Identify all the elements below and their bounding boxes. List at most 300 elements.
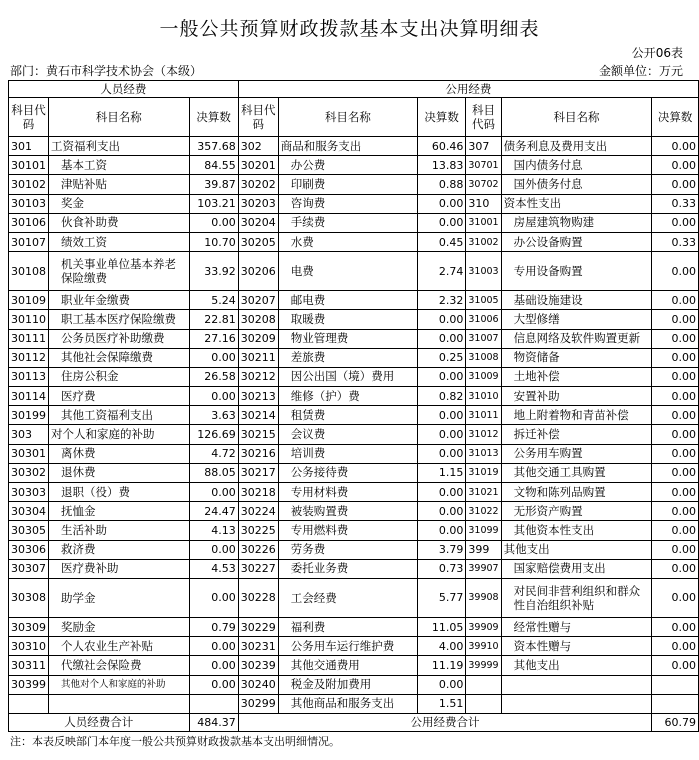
public-name-cell: 因公出国（境）费用 — [278, 367, 417, 386]
personnel-code-cell: 30101 — [9, 156, 49, 175]
personnel-name-cell: 职业年金缴费 — [49, 291, 190, 310]
table-row — [9, 156, 699, 175]
personnel-total-value: 484.37 — [189, 713, 238, 731]
public-ext-amount-cell: 0.00 — [652, 137, 699, 156]
personnel-code-cell: 30306 — [9, 540, 49, 559]
public-ext-code-cell — [466, 675, 501, 694]
public-ext-name-cell: 拆迁补偿 — [501, 425, 652, 444]
col-header-amount: 决算数 — [189, 98, 238, 137]
table-row — [9, 540, 699, 559]
table-row — [9, 637, 699, 656]
public-ext-code-cell — [466, 694, 501, 713]
public-ext-amount-cell: 0.00 — [652, 463, 699, 482]
public-ext-code-cell: 30702 — [466, 175, 501, 194]
personnel-name-cell: 绩效工资 — [49, 232, 190, 251]
personnel-amount-cell: 0.00 — [189, 483, 238, 502]
public-amount-cell: 0.45 — [417, 232, 465, 251]
public-amount-cell: 0.82 — [417, 387, 465, 406]
personnel-code-cell: 30114 — [9, 387, 49, 406]
personnel-name-cell: 职工基本医疗保险缴费 — [49, 310, 190, 329]
public-ext-name-cell: 经常性赠与 — [501, 617, 652, 636]
public-amount-cell: 11.05 — [417, 617, 465, 636]
public-amount-cell: 0.00 — [417, 444, 465, 463]
personnel-code-cell: 30307 — [9, 559, 49, 578]
public-name-cell: 物业管理费 — [278, 329, 417, 348]
personnel-name-cell: 其他社会保障缴费 — [49, 348, 190, 367]
public-amount-cell: 1.15 — [417, 463, 465, 482]
public-name-cell: 咨询费 — [278, 194, 417, 213]
public-amount-cell: 0.00 — [417, 329, 465, 348]
table-row — [9, 387, 699, 406]
public-ext-amount-cell: 0.00 — [652, 175, 699, 194]
personnel-amount-cell: 0.00 — [189, 540, 238, 559]
public-ext-amount-cell: 0.00 — [652, 367, 699, 386]
public-ext-code-cell: 31022 — [466, 502, 501, 521]
public-ext-name-cell: 公务用车购置 — [501, 444, 652, 463]
public-total-label: 公用经费合计 — [238, 713, 652, 731]
table-row — [9, 252, 699, 291]
personnel-name-cell — [49, 694, 190, 713]
public-name-cell: 其他商品和服务支出 — [278, 694, 417, 713]
personnel-code-cell: 30305 — [9, 521, 49, 540]
public-ext-amount-cell: 0.33 — [652, 194, 699, 213]
personnel-amount-cell: 357.68 — [189, 137, 238, 156]
table-row — [9, 463, 699, 482]
personnel-name-cell: 其他对个人和家庭的补助 — [49, 675, 190, 694]
personnel-name-cell: 退职（役）费 — [49, 483, 190, 502]
public-amount-cell: 0.00 — [417, 483, 465, 502]
public-ext-amount-cell: 0.00 — [652, 559, 699, 578]
public-code-cell: 30239 — [238, 656, 278, 675]
form-code: 公开06表 — [631, 46, 683, 60]
public-ext-name-cell: 文物和陈列品购置 — [501, 483, 652, 502]
public-code-cell: 30218 — [238, 483, 278, 502]
table-row — [9, 559, 699, 578]
public-name-cell: 商品和服务支出 — [278, 137, 417, 156]
public-ext-amount-cell: 0.00 — [652, 213, 699, 232]
table-row — [9, 329, 699, 348]
public-code-cell: 30215 — [238, 425, 278, 444]
footnote: 注：本表反映部门本年度一般公共预算财政拨款基本支出明细情况。 — [10, 735, 340, 748]
col-header-code: 科目代码 — [466, 98, 501, 137]
public-total-value: 60.79 — [652, 713, 699, 731]
personnel-name-cell: 代缴社会保险费 — [49, 656, 190, 675]
personnel-name-cell: 个人农业生产补贴 — [49, 637, 190, 656]
personnel-code-cell: 30301 — [9, 444, 49, 463]
personnel-amount-cell: 0.00 — [189, 213, 238, 232]
public-ext-code-cell: 31003 — [466, 252, 501, 291]
public-ext-code-cell: 31012 — [466, 425, 501, 444]
personnel-amount-cell: 4.72 — [189, 444, 238, 463]
public-ext-amount-cell: 0.00 — [652, 540, 699, 559]
personnel-name-cell: 机关事业单位基本养老保险缴费 — [49, 252, 190, 291]
personnel-code-cell: 30108 — [9, 252, 49, 291]
personnel-code-cell: 30106 — [9, 213, 49, 232]
personnel-name-cell: 离休费 — [49, 444, 190, 463]
public-ext-code-cell: 31006 — [466, 310, 501, 329]
public-amount-cell: 0.00 — [417, 521, 465, 540]
totals-row — [9, 713, 699, 731]
public-ext-amount-cell: 0.00 — [652, 291, 699, 310]
personnel-code-cell: 30310 — [9, 637, 49, 656]
personnel-amount-cell: 0.00 — [189, 675, 238, 694]
public-ext-code-cell: 39908 — [466, 578, 501, 617]
public-amount-cell: 0.25 — [417, 348, 465, 367]
public-ext-name-cell: 土地补偿 — [501, 367, 652, 386]
table-row — [9, 444, 699, 463]
personnel-amount-cell: 0.00 — [189, 387, 238, 406]
personnel-header: 人员经费 — [9, 81, 239, 98]
public-code-cell: 302 — [238, 137, 278, 156]
public-amount-cell: 13.83 — [417, 156, 465, 175]
personnel-amount-cell: 0.00 — [189, 578, 238, 617]
personnel-name-cell: 生活补助 — [49, 521, 190, 540]
public-ext-amount-cell: 0.00 — [652, 156, 699, 175]
table-row — [9, 675, 699, 694]
public-code-cell: 30201 — [238, 156, 278, 175]
public-amount-cell: 0.00 — [417, 502, 465, 521]
personnel-name-cell: 工资福利支出 — [49, 137, 190, 156]
public-ext-name-cell: 办公设备购置 — [501, 232, 652, 251]
public-code-cell: 30207 — [238, 291, 278, 310]
col-header-name: 科目名称 — [49, 98, 190, 137]
public-ext-amount-cell: 0.00 — [652, 406, 699, 425]
public-ext-amount-cell: 0.00 — [652, 521, 699, 540]
col-header-name: 科目名称 — [501, 98, 652, 137]
personnel-code-cell: 30302 — [9, 463, 49, 482]
public-code-cell: 30209 — [238, 329, 278, 348]
table-row — [9, 406, 699, 425]
public-ext-code-cell: 31019 — [466, 463, 501, 482]
col-header-name: 科目名称 — [278, 98, 417, 137]
table-row — [9, 694, 699, 713]
public-ext-code-cell: 31005 — [466, 291, 501, 310]
table-row — [9, 483, 699, 502]
personnel-amount-cell: 0.00 — [189, 637, 238, 656]
public-amount-cell: 0.00 — [417, 310, 465, 329]
personnel-amount-cell: 5.24 — [189, 291, 238, 310]
public-amount-cell: 0.00 — [417, 406, 465, 425]
public-amount-cell: 0.88 — [417, 175, 465, 194]
public-name-cell: 福利费 — [278, 617, 417, 636]
public-code-cell: 30211 — [238, 348, 278, 367]
public-ext-amount-cell: 0.00 — [652, 656, 699, 675]
table-row — [9, 425, 699, 444]
public-code-cell: 30229 — [238, 617, 278, 636]
table-row — [9, 521, 699, 540]
public-ext-amount-cell: 0.00 — [652, 425, 699, 444]
public-ext-name-cell: 国外债务付息 — [501, 175, 652, 194]
public-code-cell: 30203 — [238, 194, 278, 213]
personnel-name-cell: 伙食补助费 — [49, 213, 190, 232]
personnel-name-cell: 对个人和家庭的补助 — [49, 425, 190, 444]
public-ext-name-cell — [501, 675, 652, 694]
personnel-name-cell: 基本工资 — [49, 156, 190, 175]
public-ext-name-cell: 资本性赠与 — [501, 637, 652, 656]
personnel-code-cell: 30308 — [9, 578, 49, 617]
public-name-cell: 工会经费 — [278, 578, 417, 617]
public-ext-amount-cell: 0.00 — [652, 637, 699, 656]
public-ext-code-cell: 31007 — [466, 329, 501, 348]
public-amount-cell: 1.51 — [417, 694, 465, 713]
personnel-name-cell: 医疗费 — [49, 387, 190, 406]
public-ext-name-cell: 无形资产购置 — [501, 502, 652, 521]
public-amount-cell: 11.19 — [417, 656, 465, 675]
public-ext-amount-cell: 0.00 — [652, 329, 699, 348]
personnel-amount-cell: 0.79 — [189, 617, 238, 636]
public-name-cell: 专用材料费 — [278, 483, 417, 502]
public-ext-name-cell: 国家赔偿费用支出 — [501, 559, 652, 578]
table-row — [9, 578, 699, 617]
public-ext-amount-cell: 0.00 — [652, 502, 699, 521]
public-ext-code-cell: 307 — [466, 137, 501, 156]
personnel-name-cell: 其他工资福利支出 — [49, 406, 190, 425]
public-ext-name-cell: 物资储备 — [501, 348, 652, 367]
public-ext-amount-cell: 0.00 — [652, 252, 699, 291]
public-name-cell: 维修（护）费 — [278, 387, 417, 406]
public-amount-cell: 0.00 — [417, 675, 465, 694]
public-ext-amount-cell — [652, 694, 699, 713]
public-ext-name-cell: 国内债务付息 — [501, 156, 652, 175]
public-ext-amount-cell: 0.00 — [652, 483, 699, 502]
public-amount-cell: 0.00 — [417, 367, 465, 386]
public-ext-name-cell: 安置补助 — [501, 387, 652, 406]
public-ext-name-cell: 债务利息及费用支出 — [501, 137, 652, 156]
public-code-cell: 30202 — [238, 175, 278, 194]
public-amount-cell: 5.77 — [417, 578, 465, 617]
table-row — [9, 502, 699, 521]
personnel-name-cell: 住房公积金 — [49, 367, 190, 386]
personnel-code-cell: 30111 — [9, 329, 49, 348]
public-amount-cell: 2.32 — [417, 291, 465, 310]
public-ext-name-cell: 地上附着物和青苗补偿 — [501, 406, 652, 425]
table-row — [9, 232, 699, 251]
col-header-amount: 决算数 — [417, 98, 465, 137]
public-ext-code-cell: 31002 — [466, 232, 501, 251]
personnel-name-cell: 救济费 — [49, 540, 190, 559]
public-ext-amount-cell: 0.00 — [652, 578, 699, 617]
unit-label: 金额单位：万元 — [598, 64, 683, 78]
public-code-cell: 30226 — [238, 540, 278, 559]
personnel-code-cell: 301 — [9, 137, 49, 156]
col-header-code: 科目代码 — [238, 98, 278, 137]
public-amount-cell: 0.00 — [417, 213, 465, 232]
personnel-name-cell: 退休费 — [49, 463, 190, 482]
col-header-amount: 决算数 — [652, 98, 699, 137]
personnel-amount-cell: 0.00 — [189, 348, 238, 367]
personnel-code-cell: 30102 — [9, 175, 49, 194]
personnel-amount-cell: 10.70 — [189, 232, 238, 251]
personnel-total-label: 人员经费合计 — [9, 713, 190, 731]
public-name-cell: 公务接待费 — [278, 463, 417, 482]
public-ext-code-cell: 39907 — [466, 559, 501, 578]
personnel-amount-cell: 126.69 — [189, 425, 238, 444]
public-ext-name-cell: 其他资本性支出 — [501, 521, 652, 540]
table-row — [9, 213, 699, 232]
personnel-code-cell: 30199 — [9, 406, 49, 425]
table-row — [9, 348, 699, 367]
public-ext-name-cell: 对民间非营利组织和群众性自治组织补贴 — [501, 578, 652, 617]
public-ext-code-cell: 399 — [466, 540, 501, 559]
personnel-code-cell: 30113 — [9, 367, 49, 386]
public-ext-code-cell: 31013 — [466, 444, 501, 463]
public-ext-code-cell: 31008 — [466, 348, 501, 367]
public-code-cell: 30228 — [238, 578, 278, 617]
public-amount-cell: 3.79 — [417, 540, 465, 559]
public-ext-code-cell: 31009 — [466, 367, 501, 386]
public-name-cell: 委托业务费 — [278, 559, 417, 578]
public-code-cell: 30224 — [238, 502, 278, 521]
public-amount-cell: 0.00 — [417, 194, 465, 213]
table-row — [9, 175, 699, 194]
personnel-name-cell: 医疗费补助 — [49, 559, 190, 578]
public-ext-amount-cell: 0.00 — [652, 387, 699, 406]
report-title: 一般公共预算财政拨款基本支出决算明细表 — [159, 18, 540, 40]
public-amount-cell: 0.73 — [417, 559, 465, 578]
personnel-code-cell: 30107 — [9, 232, 49, 251]
public-ext-name-cell: 其他交通工具购置 — [501, 463, 652, 482]
personnel-code-cell: 30103 — [9, 194, 49, 213]
personnel-amount-cell: 26.58 — [189, 367, 238, 386]
public-amount-cell: 4.00 — [417, 637, 465, 656]
public-name-cell: 培训费 — [278, 444, 417, 463]
public-ext-name-cell: 其他支出 — [501, 540, 652, 559]
public-name-cell: 差旅费 — [278, 348, 417, 367]
public-ext-code-cell: 39999 — [466, 656, 501, 675]
public-ext-amount-cell: 0.00 — [652, 444, 699, 463]
personnel-code-cell: 30112 — [9, 348, 49, 367]
public-name-cell: 办公费 — [278, 156, 417, 175]
public-code-cell: 30212 — [238, 367, 278, 386]
personnel-code-cell: 30303 — [9, 483, 49, 502]
public-ext-name-cell: 专用设备购置 — [501, 252, 652, 291]
public-amount-cell: 0.00 — [417, 425, 465, 444]
public-amount-cell: 2.74 — [417, 252, 465, 291]
personnel-amount-cell: 84.55 — [189, 156, 238, 175]
public-name-cell: 公务用车运行维护费 — [278, 637, 417, 656]
personnel-amount-cell: 4.13 — [189, 521, 238, 540]
personnel-name-cell: 抚恤金 — [49, 502, 190, 521]
personnel-name-cell: 公务员医疗补助缴费 — [49, 329, 190, 348]
public-name-cell: 其他交通费用 — [278, 656, 417, 675]
personnel-amount-cell: 0.00 — [189, 656, 238, 675]
public-code-cell: 30213 — [238, 387, 278, 406]
personnel-amount-cell: 39.87 — [189, 175, 238, 194]
public-code-cell: 30214 — [238, 406, 278, 425]
personnel-amount-cell: 103.21 — [189, 194, 238, 213]
table-row — [9, 137, 699, 156]
personnel-amount-cell — [189, 694, 238, 713]
public-name-cell: 会议费 — [278, 425, 417, 444]
public-ext-code-cell: 39910 — [466, 637, 501, 656]
public-name-cell: 手续费 — [278, 213, 417, 232]
public-name-cell: 水费 — [278, 232, 417, 251]
personnel-name-cell: 津贴补贴 — [49, 175, 190, 194]
personnel-name-cell: 奖励金 — [49, 617, 190, 636]
public-name-cell: 电费 — [278, 252, 417, 291]
personnel-code-cell: 30399 — [9, 675, 49, 694]
public-name-cell: 租赁费 — [278, 406, 417, 425]
public-ext-name-cell: 信息网络及软件购置更新 — [501, 329, 652, 348]
personnel-amount-cell: 27.16 — [189, 329, 238, 348]
public-name-cell: 税金及附加费用 — [278, 675, 417, 694]
public-ext-code-cell: 31010 — [466, 387, 501, 406]
public-ext-code-cell: 39909 — [466, 617, 501, 636]
public-ext-name-cell: 资本性支出 — [501, 194, 652, 213]
public-ext-amount-cell: 0.00 — [652, 617, 699, 636]
personnel-name-cell: 助学金 — [49, 578, 190, 617]
public-ext-name-cell: 基础设施建设 — [501, 291, 652, 310]
public-ext-code-cell: 30701 — [466, 156, 501, 175]
department-label: 部门：黄石市科学技术协会（本级） — [10, 64, 203, 78]
public-code-cell: 30240 — [238, 675, 278, 694]
public-code-cell: 30217 — [238, 463, 278, 482]
personnel-amount-cell: 3.63 — [189, 406, 238, 425]
public-ext-name-cell: 其他支出 — [501, 656, 652, 675]
public-code-cell: 30225 — [238, 521, 278, 540]
table-row — [9, 194, 699, 213]
table-row — [9, 367, 699, 386]
public-code-cell: 30231 — [238, 637, 278, 656]
public-amount-cell: 60.46 — [417, 137, 465, 156]
public-ext-amount-cell: 0.33 — [652, 232, 699, 251]
public-name-cell: 专用燃料费 — [278, 521, 417, 540]
personnel-code-cell: 303 — [9, 425, 49, 444]
public-header: 公用经费 — [238, 81, 698, 98]
public-ext-amount-cell: 0.00 — [652, 310, 699, 329]
personnel-code-cell — [9, 694, 49, 713]
public-code-cell: 30227 — [238, 559, 278, 578]
public-name-cell: 邮电费 — [278, 291, 417, 310]
public-code-cell: 30208 — [238, 310, 278, 329]
expenditure-table — [8, 80, 699, 732]
personnel-code-cell: 30311 — [9, 656, 49, 675]
personnel-code-cell: 30309 — [9, 617, 49, 636]
public-code-cell: 30206 — [238, 252, 278, 291]
personnel-amount-cell: 4.53 — [189, 559, 238, 578]
table-row — [9, 617, 699, 636]
public-code-cell: 30299 — [238, 694, 278, 713]
personnel-amount-cell: 33.92 — [189, 252, 238, 291]
public-name-cell: 取暖费 — [278, 310, 417, 329]
personnel-name-cell: 奖金 — [49, 194, 190, 213]
public-code-cell: 30205 — [238, 232, 278, 251]
table-row — [9, 291, 699, 310]
personnel-amount-cell: 88.05 — [189, 463, 238, 482]
public-ext-name-cell — [501, 694, 652, 713]
personnel-amount-cell: 24.47 — [189, 502, 238, 521]
public-ext-code-cell: 31099 — [466, 521, 501, 540]
col-header-code: 科目代码 — [9, 98, 49, 137]
public-ext-amount-cell — [652, 675, 699, 694]
public-code-cell: 30204 — [238, 213, 278, 232]
public-ext-amount-cell: 0.00 — [652, 348, 699, 367]
table-row — [9, 656, 699, 675]
public-ext-name-cell: 大型修缮 — [501, 310, 652, 329]
personnel-code-cell: 30304 — [9, 502, 49, 521]
personnel-code-cell: 30110 — [9, 310, 49, 329]
public-name-cell: 印刷费 — [278, 175, 417, 194]
personnel-amount-cell: 22.81 — [189, 310, 238, 329]
public-ext-code-cell: 31011 — [466, 406, 501, 425]
personnel-code-cell: 30109 — [9, 291, 49, 310]
public-ext-name-cell: 房屋建筑物购建 — [501, 213, 652, 232]
public-ext-code-cell: 31001 — [466, 213, 501, 232]
table-row — [9, 310, 699, 329]
public-name-cell: 被装购置费 — [278, 502, 417, 521]
public-ext-code-cell: 31021 — [466, 483, 501, 502]
public-ext-code-cell: 310 — [466, 194, 501, 213]
